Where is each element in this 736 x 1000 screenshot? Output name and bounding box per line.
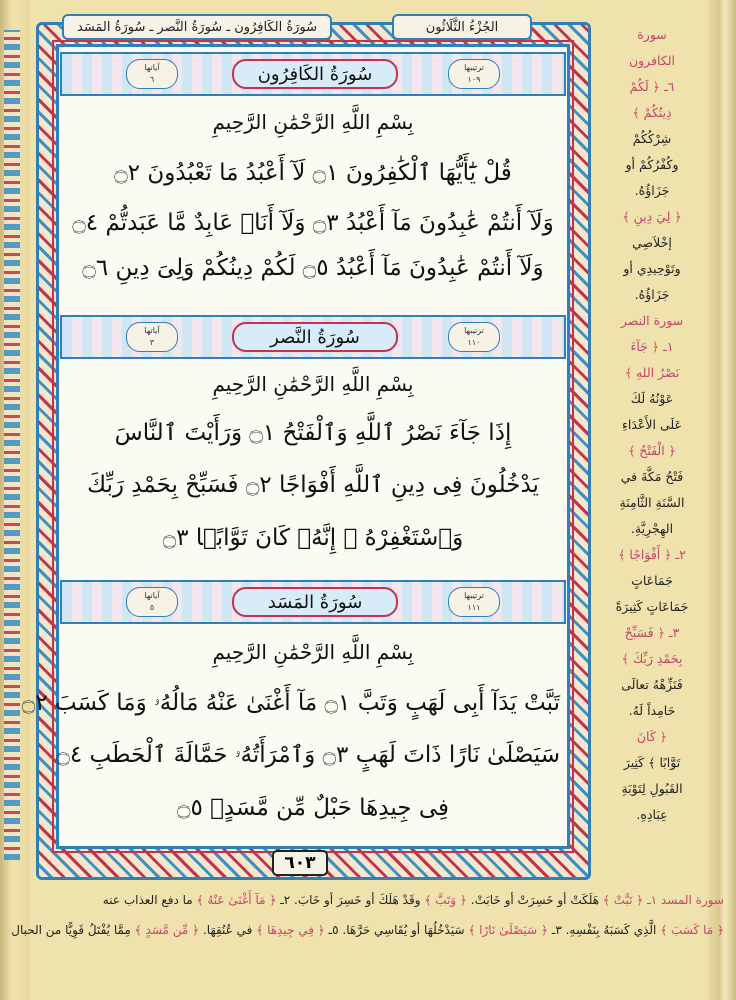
surah-banner [60,315,566,359]
ayat-count: ٦ [149,75,155,84]
footnotes [11,885,724,945]
footnote-segment: ﴿ مَا كَسَبَ ﴾ [660,923,724,937]
glossary-line: ٦ـ ﴿ لَكُمْ [629,79,675,94]
verse-line: تَبَّتْ يَدَآ أَبِى لَهَبٍ وَتَبَّ ۝١ مَآ أَغْنَىٰ عَنْهُ مَالُهُۥ وَمَا كَسَبَ ۝٢ [21,690,560,716]
ayat-count-medal [126,587,178,617]
glossary-line: بِحَمْدِ رَبِّكَ ﴾ [621,651,683,666]
footnote-segment: وقَدْ هَلَكَ أو خَسِرَ أو خَابَ. ٢ـ [276,893,425,907]
glossary-line: إخْلاَصِي [632,235,672,250]
glossary-line: سورة النصر [620,313,684,328]
footnote-segment: سَيَدْخُلُهَا أو يُقَاسِي حَرَّهَا. ٥ـ [324,923,469,937]
glossary-line: نَصْرُ اللهِ ﴾ [624,365,680,380]
glossary-line: السَّنَةِ الثَّامِنَةِ [619,495,685,510]
footnote-line [34,885,724,915]
glossary-line: جَزَاؤُهُ. [634,183,670,198]
footnote-segment: ﴿ فِي جِيدِهَا ﴾ [256,923,325,937]
verse-line: وَلَآ أَنتُمْ عَٰبِدُونَ مَآ أَعْبُدُ ۝٣ وَلَآ أَنَا۠ عَابِدٌ مَّا عَبَدتُّمْ ۝٤ [72,210,554,236]
footnote-segment: ﴿ مَآ أَغْنَىٰ عَنْهُ ﴾ [196,893,277,907]
footnote-segment: في عُنُقِهَا. [199,923,257,937]
footnote-segment: ﴿ وَتَبَّ ﴾ [424,893,467,907]
verse-line: وَلَآ أَنتُمْ عَٰبِدُونَ مَآ أَعْبُدُ ۝٥ لَكُمْ دِينُكُمْ وَلِىَ دِينِ ۝٦ [82,255,544,281]
glossary-line: حَامِداً لَهُ. [628,703,676,718]
glossary-line: وتَوْحِيدِي أو [623,261,681,276]
surah-title: سُورَةُ المَسَد [232,587,398,617]
previous-page-edge [0,0,30,1000]
order-label: ترتيبها [464,591,484,600]
glossary-line: القَبُولِ لِتَوْبَةِ [621,781,683,796]
glossary-line: ﴿ لِيَ دِينِ ﴾ [622,209,682,224]
glossary-line: جَمَاعَاتٍ [631,573,673,588]
glossary-line: عَوْنُهُ لَكَ [630,391,674,406]
basmala: بِسْمِ اللَّهِ الرَّحْمَٰنِ الرَّحِيمِ [212,640,414,664]
glossary-line: ٣ـ ﴿ فَسَبِّحْ [624,625,680,640]
glossary-line: فَنَزِّهْهُ تعالَى [621,677,683,692]
glossary-line: ﴿ كَانَ [636,729,668,744]
glossary-line: دِينُكُمْ ﴾ [632,105,672,120]
ayat-label: آياتها [144,326,160,335]
glossary-line: جَزَاؤُهُ. [634,287,670,302]
header-surah-names: سُورَةُ الكَافِرُون ـ سُورَةُ النَّصر ـ سُورَةُ المَسَد [62,14,332,40]
glossary-line: الكافرون [628,53,676,68]
surah-title: سُورَةُ النَّصر [232,322,398,352]
book-page-edges [708,0,736,1000]
order-label: ترتيبها [464,326,484,335]
verse-line: فِى جِيدِهَا حَبْلٌ مِّن مَّسَدٍۭ ۝٥ [176,795,450,821]
basmala: بِسْمِ اللَّهِ الرَّحْمَٰنِ الرَّحِيمِ [212,110,414,134]
surah-order: ١١٠ [467,338,481,347]
surah-order: ١٠٩ [467,75,481,84]
footnote-segment: هَلَكَتْ أو خَسِرَتْ أو خَابَتْ. [466,893,603,907]
footnote-segment: ﴿ تَبَّتْ ﴾ [602,893,644,907]
surah-order-medal [448,587,500,617]
ayat-count: ٥ [149,603,155,612]
surah-banner [60,580,566,624]
page-number: ٦٠٣ [272,850,328,876]
glossary-line: عَلَى الأَعْدَاءِ [622,417,682,432]
surah-order-medal [448,322,500,352]
footnote-line [11,915,724,945]
surah-title: سُورَةُ الكَافِرُون [232,59,398,89]
footnote-segment: ﴿ مِّن مَّسَدٍ ﴾ [134,923,200,937]
glossary-line: جَمَاعَاتٍ كَثِيرَةً [615,599,689,614]
footnote-segment: ما دفع العذاب عنه [102,893,197,907]
glossary-line: شِرْكُكُمْ [632,131,672,146]
footnote-segment: سورة المسد ١ـ [643,893,724,907]
header-juz: الجُزْءُ الثَّلَاثُون [392,14,532,40]
order-label: ترتيبها [464,63,484,72]
glossary-line: عِبَادِهِ. [636,807,668,822]
footnote-segment: ﴿ سَيَصْلَىٰ نَارًا ﴾ [468,923,548,937]
glossary-line: سورة [637,27,667,42]
ayat-label: آياتها [144,591,160,600]
surah-order: ١١١ [467,603,481,612]
glossary-line: ﴿ الْفَتْحُ ﴾ [627,443,677,458]
verse-line: وَٱسْتَغْفِرْهُ ۚ إِنَّهُۥ كَانَ تَوَّابًۢا ۝٣ [162,525,464,551]
previous-page-border [4,30,20,860]
glossary-line: ٢ـ ﴿ أَفْوَاجًا ﴾ [618,547,686,562]
surah-banner [60,52,566,96]
glossary-line: تَوَّابًا ﴾ كَثِيرَ [623,755,681,770]
glossary-line: الهِجْرِيَّةِ. [630,521,674,536]
verse-line: سَيَصْلَىٰ نَارًا ذَاتَ لَهَبٍ ۝٣ وَٱمْرَأَتُهُۥ حَمَّالَةَ ٱلْحَطَبِ ۝٤ [56,742,560,768]
glossary-sidebar [596,22,708,828]
glossary-line: فَتْحُ مَكَّةَ في [620,469,684,484]
verse-line: إِذَا جَآءَ نَصْرُ ٱللَّهِ وَٱلْفَتْحُ ۝١ وَرَأَيْتَ ٱلنَّاسَ [114,420,512,446]
glossary-line: ١ـ ﴿ جَآءَ [630,339,674,354]
ayat-count-medal [126,322,178,352]
ayat-count: ٣ [149,338,155,347]
footnote-segment: مِمَّا يُفْتَلُ قَوِيًّا من الحبال [11,923,135,937]
footnote-segment: الَّذِي كَسَبَهُ بِنَفْسِهِ. ٣ـ [548,923,661,937]
ayat-label: آياتها [144,63,160,72]
ayat-count-medal [126,59,178,89]
glossary-line: وكُفْرُكُمْ أو [625,157,679,172]
verse-line: قُلْ يَٰٓأَيُّهَا ٱلْكَٰفِرُونَ ۝١ لَآ أَعْبُدُ مَا تَعْبُدُونَ ۝٢ [114,160,512,186]
surah-order-medal [448,59,500,89]
verse-line: يَدْخُلُونَ فِى دِينِ ٱللَّهِ أَفْوَاجًا ۝٢ فَسَبِّحْ بِحَمْدِ رَبِّكَ [87,472,539,498]
basmala: بِسْمِ اللَّهِ الرَّحْمَٰنِ الرَّحِيمِ [212,372,414,396]
